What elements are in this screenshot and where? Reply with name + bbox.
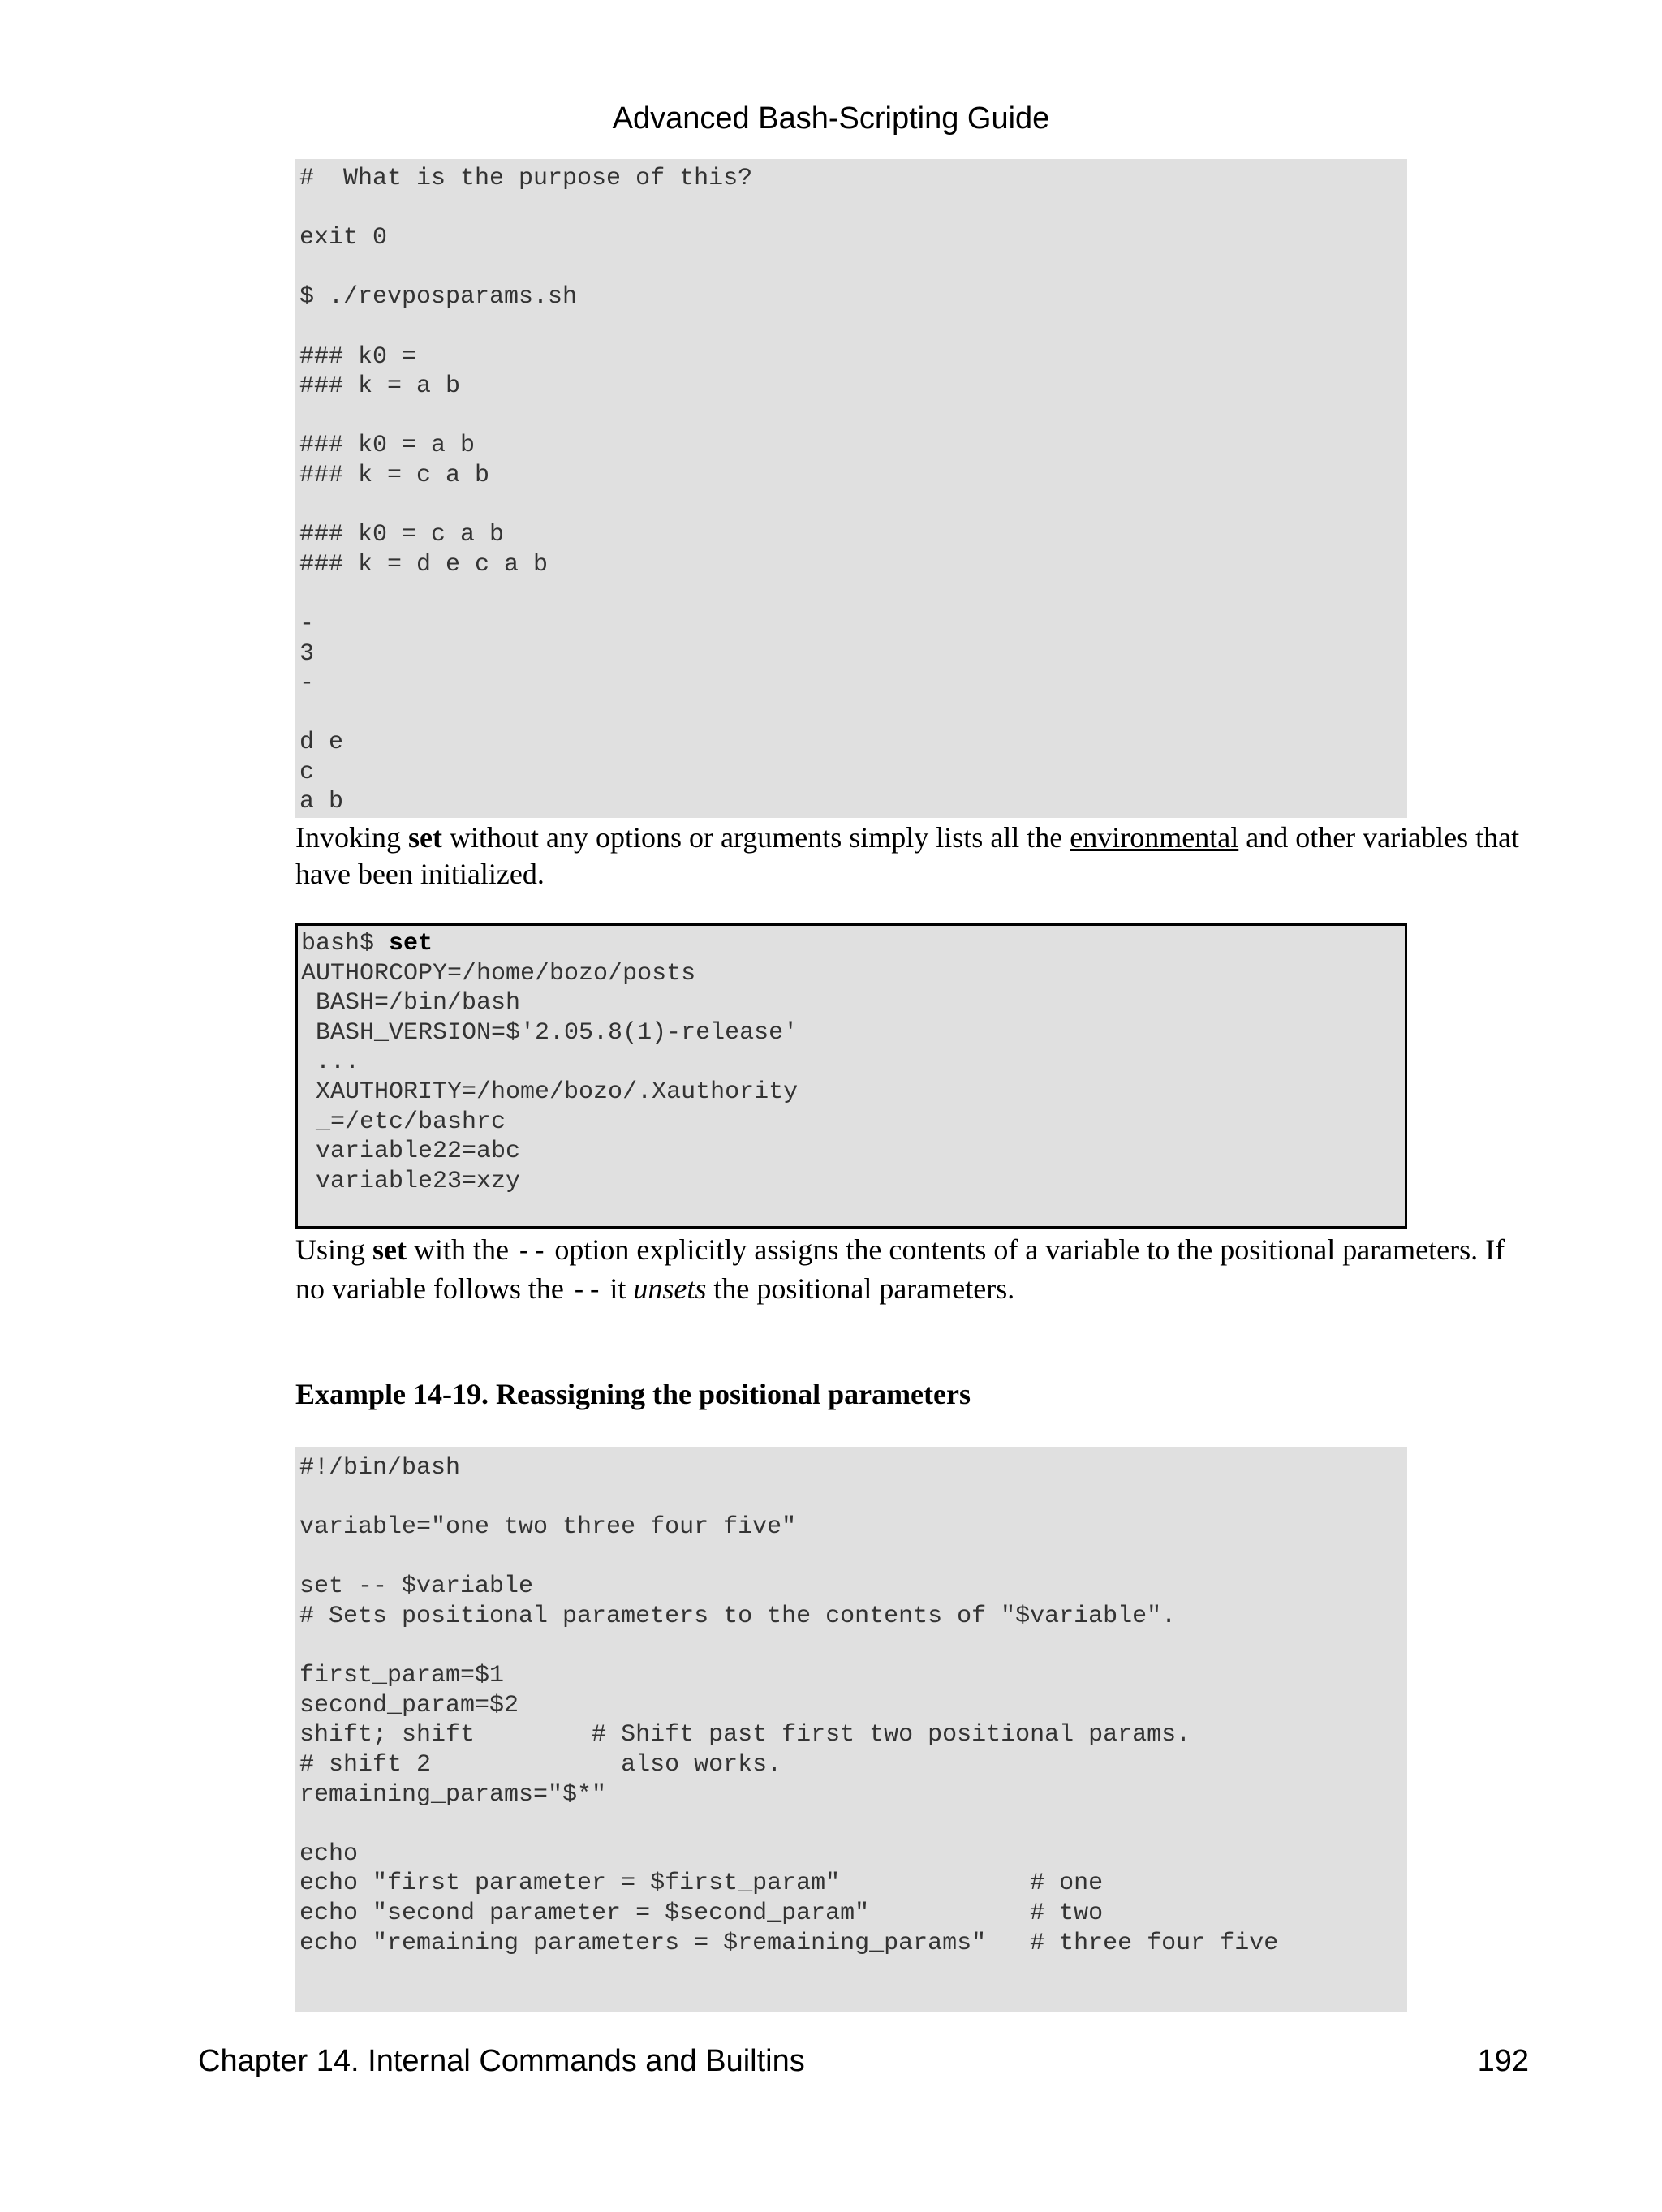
command-set: set [372, 1233, 407, 1266]
page-number: 192 [1477, 2044, 1529, 2078]
inline-code-double-dash: -- [571, 1276, 603, 1306]
code-line [299, 1632, 1403, 1662]
text: it [602, 1272, 634, 1305]
text: without any options or arguments simply lists all the [441, 821, 1070, 854]
code-line: set -- $variable [299, 1573, 534, 1601]
code-line [299, 1810, 1403, 1840]
code-line [299, 253, 1403, 283]
code-line: - [299, 669, 315, 698]
text: option explicitly assigns the contents of a variable to the positional parameters. If no variable follows the [295, 1233, 1505, 1305]
code-line: ### k0 = c a b [299, 521, 505, 549]
code-line: - [299, 609, 315, 638]
text: the positional parameters. [706, 1272, 1015, 1305]
prompt-line [301, 929, 1401, 959]
command-set: set [408, 821, 442, 854]
code-line [299, 194, 1403, 224]
text: Invoking [295, 821, 408, 854]
code-line: # shift 2 also works. [299, 1750, 782, 1779]
code-line: #!/bin/bash [299, 1454, 461, 1482]
code-listing-reassign-params [295, 1447, 1407, 2012]
code-line: second_param=$2 [299, 1691, 519, 1719]
code-line [299, 402, 1403, 432]
output-line: XAUTHORITY=/home/bozo/.Xauthority [301, 1078, 799, 1106]
output-line: variable22=abc [301, 1138, 521, 1166]
code-line: a b [299, 788, 344, 816]
code-line [299, 491, 1403, 521]
prompt: bash$ [301, 930, 390, 958]
code-line: ### k = d e c a b [299, 550, 549, 579]
code-line: ### k = c a b [299, 461, 490, 489]
inline-code-double-dash: -- [515, 1237, 548, 1267]
link-environmental[interactable]: environmental [1070, 821, 1239, 854]
output-line: BASH=/bin/bash [301, 989, 521, 1018]
paragraph-set-without-options [295, 820, 1529, 893]
code-line: ### k0 = [299, 342, 417, 371]
code-line: echo [299, 1840, 359, 1868]
code-line: variable="one two three four five" [299, 1513, 797, 1542]
code-line [299, 579, 1403, 609]
text: with the [407, 1233, 516, 1266]
code-line: # Sets positional parameters to the contents of "$variable". [299, 1602, 1177, 1630]
output-line: AUTHORCOPY=/home/bozo/posts [301, 959, 696, 988]
output-line: BASH_VERSION=$'2.05.8(1)-release' [301, 1018, 799, 1047]
code-line: d e [299, 729, 344, 757]
paragraph-set-double-dash [295, 1232, 1529, 1310]
example-title: Example 14-19. Reassigning the positional parameters [295, 1378, 971, 1410]
running-header: Advanced Bash-Scripting Guide [612, 101, 1050, 136]
footer-chapter-title: Chapter 14. Internal Commands and Builtins [198, 2044, 805, 2078]
command-set: set [389, 930, 433, 958]
code-line: ### k = a b [299, 372, 461, 401]
code-line: echo "remaining parameters = $remaining_params" # three four five [299, 1929, 1279, 1957]
code-line: c [299, 758, 315, 786]
code-line: first_param=$1 [299, 1662, 505, 1690]
text: and other variables that have been initialized. [295, 821, 1520, 890]
code-line: shift; shift # Shift past first two positional params. [299, 1721, 1191, 1749]
code-line: # What is the purpose of this? [299, 165, 753, 192]
output-line: ... [301, 1048, 360, 1077]
code-line: 3 [299, 639, 315, 668]
output-line: _=/etc/bashrc [301, 1108, 506, 1136]
code-line [299, 1483, 1403, 1513]
screen-output-set [295, 923, 1407, 1229]
code-line [299, 1543, 1403, 1573]
output-line: variable23=xzy [301, 1167, 521, 1195]
code-line: echo "first parameter = $first_param" # one [299, 1870, 1104, 1898]
code-line: ### k0 = a b [299, 432, 476, 460]
code-line: exit 0 [299, 224, 388, 252]
code-line: remaining_params="$*" [299, 1780, 607, 1809]
code-line [299, 699, 1403, 729]
emphasis-unsets: unsets [633, 1272, 707, 1305]
code-listing-revposparams [295, 159, 1407, 818]
text: Using [295, 1233, 373, 1266]
code-line: echo "second parameter = $second_param" # two [299, 1899, 1104, 1927]
code-line [299, 312, 1403, 342]
code-line: $ ./revposparams.sh [299, 283, 578, 312]
